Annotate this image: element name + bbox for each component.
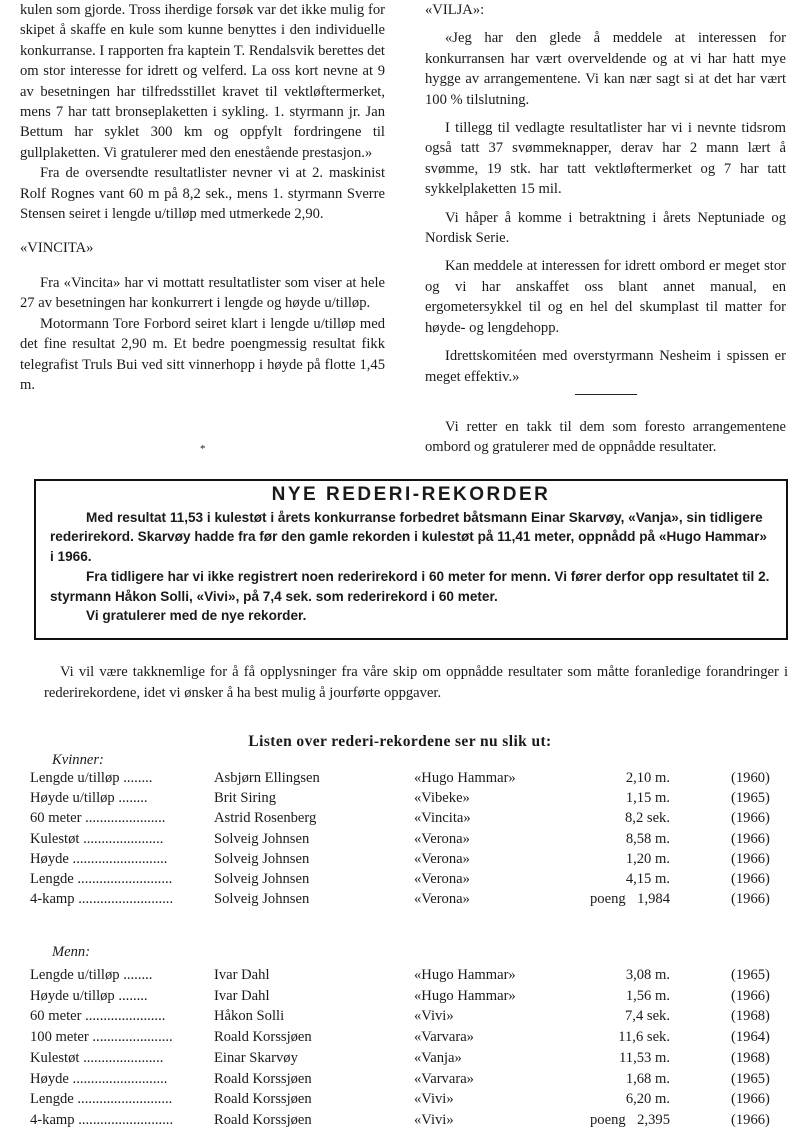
box-paragraph-1: Med resultat 11,53 i kulestøt i årets konkurranse forbedret båtsmann Einar Skarvøy, «Vanja», sin tidligere rederirekord. Skarvøy hadde fra før den gamle rekorden i kulestøt på 11,41 meter, oppnådd på «Hugo Hammar» i 1966. [50,509,767,565]
record-holder: Roald Korssjøen [214,1091,312,1108]
record-holder: Asbjørn Ellingsen [214,770,320,786]
record-result: 1,984 [637,891,670,908]
women-label: Kvinner: [52,752,104,768]
record-result: 3,08 m. [625,967,670,983]
record-year: (1966) [731,1111,770,1128]
record-event: Lengde u/tilløp ........ [30,770,153,786]
record-prefix: poeng [590,891,626,908]
right-paragraph-5: Idrettskomitéen med overstyrmann Nesheim i spissen er meget effektiv.» [425,348,786,385]
record-year: (1965) [731,790,770,807]
record-ship: «Verona» [414,891,470,908]
record-event: 4-kamp .......................... [30,891,174,908]
new-records-box [34,479,788,640]
record-year: (1966) [731,830,770,847]
record-row [0,1091,800,1111]
record-event: Høyde .......................... [30,1070,168,1087]
record-ship: «Vincita» [414,810,471,827]
section-heading-vincita: «VINCITA» [20,240,94,257]
record-row [0,851,800,871]
box-title: NYE REDERI-REKORDER [271,484,551,505]
record-result: 1,56 m. [625,987,670,1004]
record-result: 7,4 sek. [625,1008,670,1025]
record-result: 11,6 sek. [618,1029,670,1046]
record-year: (1966) [731,987,770,1004]
record-holder: Roald Korssjøen [214,1029,312,1046]
left-paragraph-4: Motormann Tore Forbord seiret klart i lengde u/tilløp med det fine resultat 2,90 m. Et bedre poengmessig resultat fikk telegrafist Truls Bui ved sitt vinnerhopp i høyde på flotte 1,45 m. [20,315,385,393]
right-paragraph-6: Vi retter en takk til dem som foresto arrangementene ombord og gratulerer med de oppnådde resultater. [425,418,786,456]
record-year: (1960) [731,770,770,786]
section-divider [575,394,637,395]
record-year: (1964) [731,1029,770,1046]
record-row [0,891,800,911]
record-ship: «Vivi» [414,1008,454,1025]
left-paragraph-1: kulen som gjorde. Tross iherdige forsøk var det ikke mulig for skipet å skaffe en kule som kunne benyttes i den individuelle konkurranse. I rapporten fra kaptein T. Rendalsvik berettes det om stor interesse for idrett og velferd. La oss kort nevne at 9 av besetningen har tilfredsstillet kravet til vektløftermerket, mens 7 har tatt bronseplaketten i sykling. 1. styrmann jr. Jan Bettum har syklet 300 km og oppfylt fordringene til gullplaketten. Vi gratulerer med den enestående prestasjon.» [20,2,385,161]
record-result: 8,2 sek. [625,810,670,827]
record-holder: Roald Korssjøen [214,1070,312,1087]
record-result: 1,20 m. [625,850,670,867]
record-ship: «Vivi» [414,1091,454,1108]
record-row [0,1029,800,1049]
record-year: (1966) [731,891,770,908]
record-holder: Roald Korssjøen [214,1111,312,1128]
record-year: (1966) [731,810,770,827]
record-row [0,988,800,1008]
record-holder: Solveig Johnsen [214,891,310,908]
record-year: (1968) [731,1049,770,1066]
record-ship: «Verona» [414,830,470,847]
box-paragraph-3: Vi gratulerer med de nye rekorder. [86,608,307,624]
right-paragraph-3: Vi håper å komme i betraktning i årets Neptuniade og Nordisk Serie. [425,209,786,247]
record-ship: «Hugo Hammar» [414,987,516,1004]
record-year: (1966) [731,1091,770,1108]
record-year: (1965) [731,967,770,983]
right-column [425,0,786,458]
record-ship: «Vivi» [414,1111,454,1128]
record-row [0,1071,800,1091]
right-paragraph-1: «Jeg har den glede å meddele at interessen for konkurransen har vært overveldende og at vi har hatt mye hygge av arrangementene. Vi kan nær sagt si at det har vært 100 % tilslutning. [425,30,786,108]
section-heading-vilja: «VILJA»: [425,2,485,18]
record-prefix: poeng [590,1111,626,1128]
record-result: 8,58 m. [625,830,670,847]
record-ship: «Verona» [414,871,470,887]
record-row [0,770,800,790]
left-paragraph-3: Fra «Vincita» har vi mottatt resultatlister som viser at hele 27 av besetningen har konkurrert i lengde og høyde u/tilløp. [20,274,385,312]
left-paragraph-2: Fra de oversendte resultatlister nevner vi at 2. maskinist Rolf Rognes vant 60 m på 8,2 sek., mens 1. styrmann Sverre Stensen seiret i lengde u/tilløp med utmerkede 2,90. [20,165,385,223]
record-holder: Astrid Rosenberg [214,810,317,827]
record-holder: Solveig Johnsen [214,850,310,867]
record-event: Høyde u/tilløp ........ [30,790,148,807]
record-event: 60 meter ...................... [30,810,166,827]
box-paragraph-2: Fra tidligere har vi ikke registrert noen rederirekord i 60 meter for menn. Vi fører derfor opp resultatet til 2. styrmann Håkon Solli, «Vivi», på 7,4 sek. som rederirekord i 60 meter. [50,568,770,604]
record-result: 1,68 m. [625,1070,670,1087]
record-event: Lengde .......................... [30,1091,173,1108]
record-event: 100 meter ...................... [30,1029,173,1046]
record-event: Høyde u/tilløp ........ [30,987,148,1004]
record-result: 1,15 m. [625,790,670,807]
record-ship: «Vibeke» [414,790,470,807]
record-holder: Ivar Dahl [214,967,270,983]
men-label: Menn: [52,944,91,960]
record-row [0,967,800,987]
asterisk-mark: * [200,443,206,455]
record-row [0,1050,800,1070]
record-ship: «Hugo Hammar» [414,770,516,786]
record-ship: «Varvara» [414,1070,474,1087]
record-year: (1965) [731,1070,770,1087]
right-paragraph-4: Kan meddele at interessen for idrett ombord er meget stor og vi har anskaffet oss blant annet manual, en ergometersykkel til og en hel del skumplast til matter for høyde- og lengdehopp. [425,258,786,336]
record-row [0,1008,800,1028]
thanks-paragraph: Vi vil være takknemlige for å få opplysninger fra våre skip om oppnådde resultater som måtte foranledige forandringer i rederirekordene, idet vi ønsker å ha best mulig å jourførte oppgaver. [44,664,788,701]
record-result: 2,395 [637,1111,670,1128]
record-holder: Solveig Johnsen [214,830,310,847]
record-ship: «Vanja» [414,1049,462,1066]
record-event: Lengde .......................... [30,871,173,887]
record-year: (1968) [731,1008,770,1025]
record-event: 4-kamp .......................... [30,1111,174,1128]
record-result: 2,10 m. [625,770,670,786]
record-event: Kulestøt ...................... [30,830,164,847]
record-row [0,871,800,891]
record-row [0,790,800,810]
record-row [0,1112,800,1132]
records-list-title: Listen over rederi-rekordene ser nu slik ut: [248,733,552,750]
record-ship: «Hugo Hammar» [414,967,516,983]
record-result: 6,20 m. [625,1091,670,1108]
record-holder: Håkon Solli [214,1008,285,1025]
record-event: Høyde .......................... [30,850,168,867]
record-event: Lengde u/tilløp ........ [30,967,153,983]
record-event: 60 meter ...................... [30,1008,166,1025]
record-holder: Einar Skarvøy [214,1049,298,1066]
record-result: 4,15 m. [625,871,670,887]
record-holder: Ivar Dahl [214,987,270,1004]
record-ship: «Varvara» [414,1029,474,1046]
record-row [0,831,800,851]
record-result: 11,53 m. [619,1049,670,1066]
record-holder: Brit Siring [214,790,277,807]
record-year: (1966) [731,871,770,887]
left-column [20,0,385,395]
record-year: (1966) [731,850,770,867]
record-event: Kulestøt ...................... [30,1049,164,1066]
record-holder: Solveig Johnsen [214,871,310,887]
right-paragraph-2: I tillegg til vedlagte resultatlister har vi i nevnte tidsrom også tatt 37 svømmeknapper, derav har 2 mann lært å svømme, 19 stk. har tatt vektløftermerket og 7 har tatt sykkelplaketten 15 mil. [425,120,786,198]
record-row [0,810,800,830]
record-ship: «Verona» [414,850,470,867]
